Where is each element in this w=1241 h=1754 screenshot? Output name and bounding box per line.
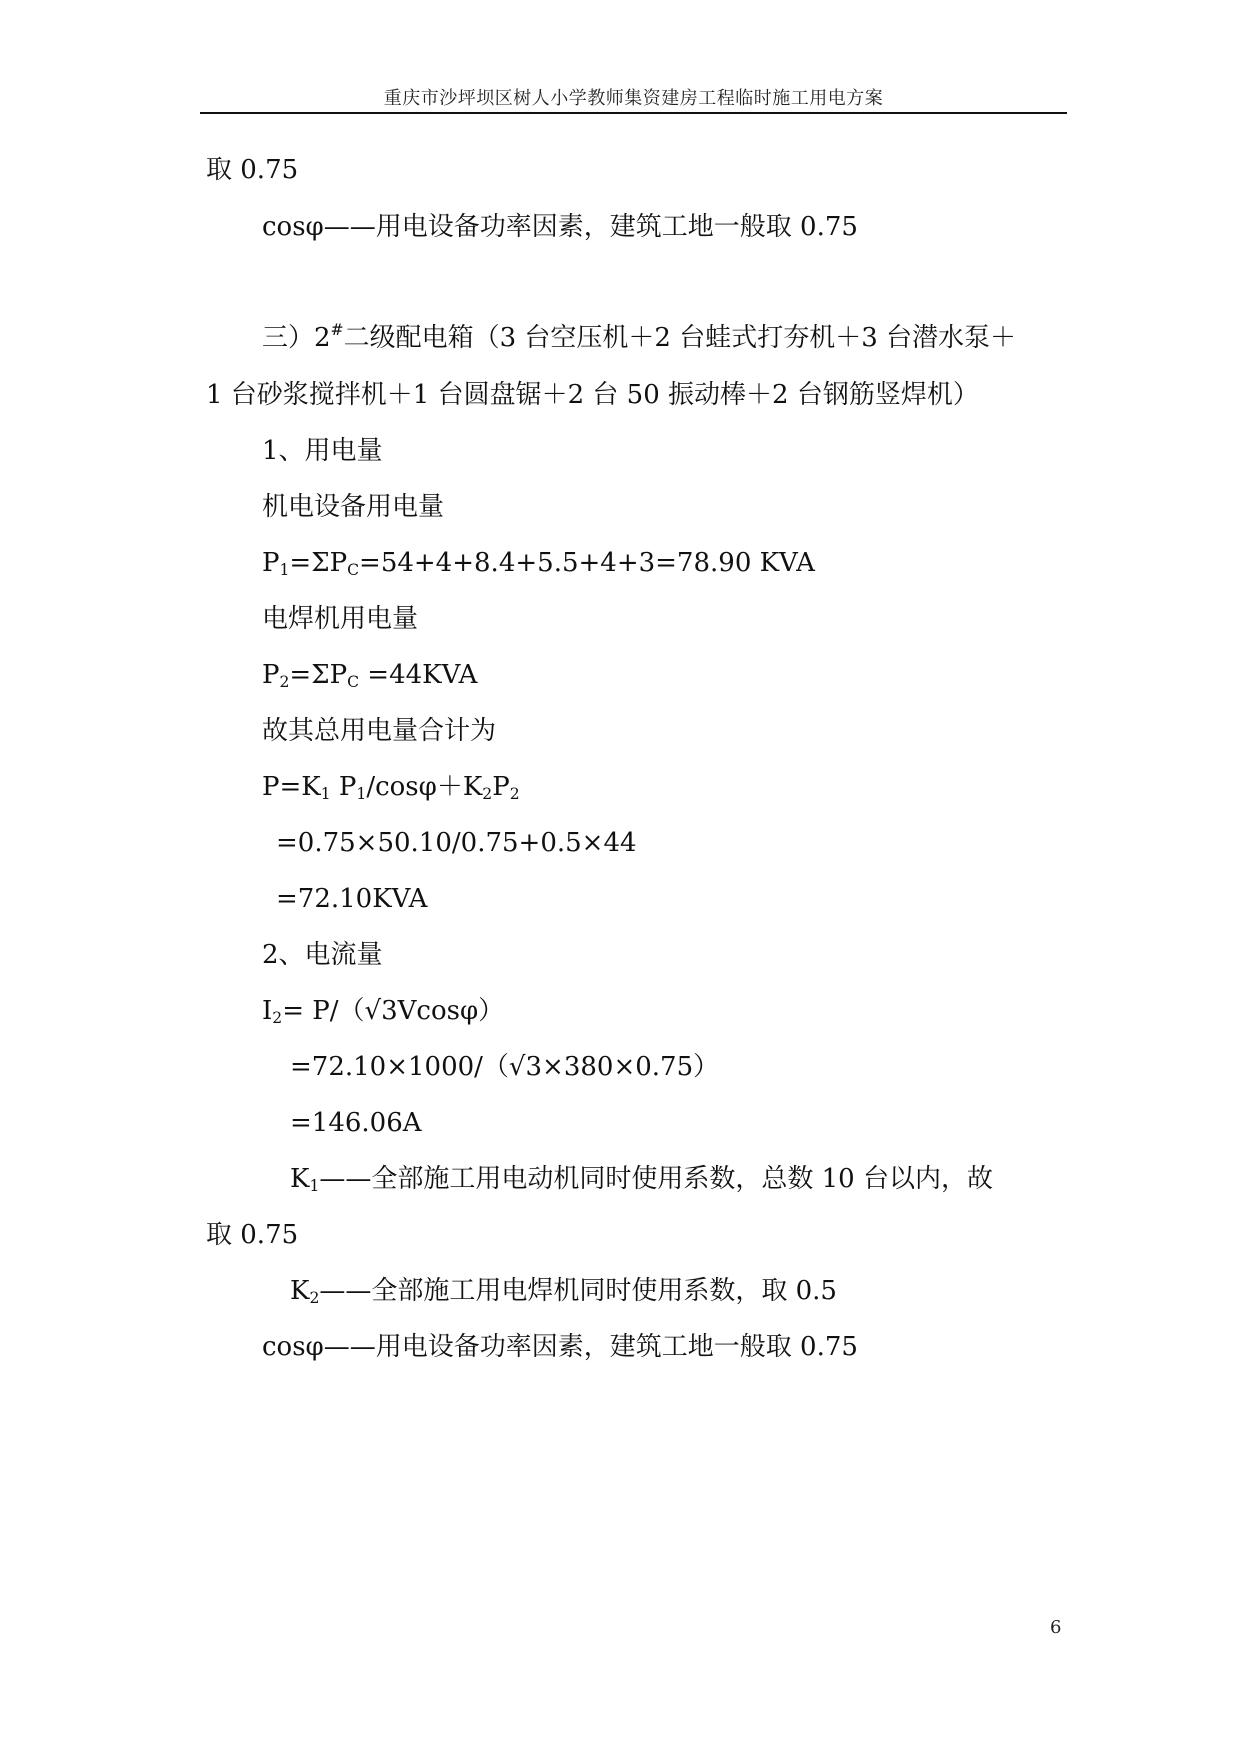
text-line: $K_2——$全部施工用电焊机同时使用系数，取 0.5	[290, 1276, 837, 1307]
running-header: 重庆市沙坪坝区树人小学教师集资建房工程临时施工用电方案	[383, 88, 884, 109]
formula-line: =72.10KVA	[276, 884, 428, 914]
text-line: 故其总用电量合计为	[262, 716, 497, 746]
text-line: 机电设备用电量	[262, 492, 445, 522]
header-divider	[200, 112, 1067, 114]
text-line: 取 0.75	[206, 155, 299, 185]
page-number: 6	[1050, 1617, 1062, 1638]
formula-line: $P=K_1$ $P_1/\cos\varphi+K_2P_2$	[262, 772, 520, 803]
text-line: cosφ——用电设备功率因素，建筑工地一般取 0.75	[262, 212, 858, 242]
text-line: 取 0.75	[206, 1220, 299, 1250]
text-line: $K_1——$全部施工用电动机同时使用系数，总数 10 台以内，故	[290, 1164, 993, 1195]
section-heading: 三）2#二级配电箱（3 台空压机＋2 台蛙式打夯机＋3 台潜水泵＋	[262, 321, 1017, 353]
formula-line: =146.06A	[290, 1108, 422, 1138]
formula-line: $P_1=\Sigma P_C=54+4+8.4+5.5+4+3=78.90$ KVA	[262, 548, 815, 579]
subheading: 1、用电量	[262, 436, 383, 466]
formula-line: =72.10×1000/（√3×380×0.75）	[290, 1052, 720, 1082]
formula-line: $I_2= P/(√3Vcos\varphi)$	[262, 996, 505, 1027]
formula-line: $P_2=\Sigma P_C =44KVA$	[262, 660, 478, 691]
text-line: 电焊机用电量	[262, 604, 419, 634]
text-line: 1 台砂浆搅拌机＋1 台圆盘锯＋2 台 50 振动棒＋2 台钢筋竖焊机）	[206, 380, 979, 410]
subheading: 2、电流量	[262, 940, 383, 970]
text-line: cosφ——用电设备功率因素，建筑工地一般取 0.75	[262, 1332, 858, 1362]
formula-line: =0.75×50.10/0.75+0.5×44	[276, 828, 637, 858]
